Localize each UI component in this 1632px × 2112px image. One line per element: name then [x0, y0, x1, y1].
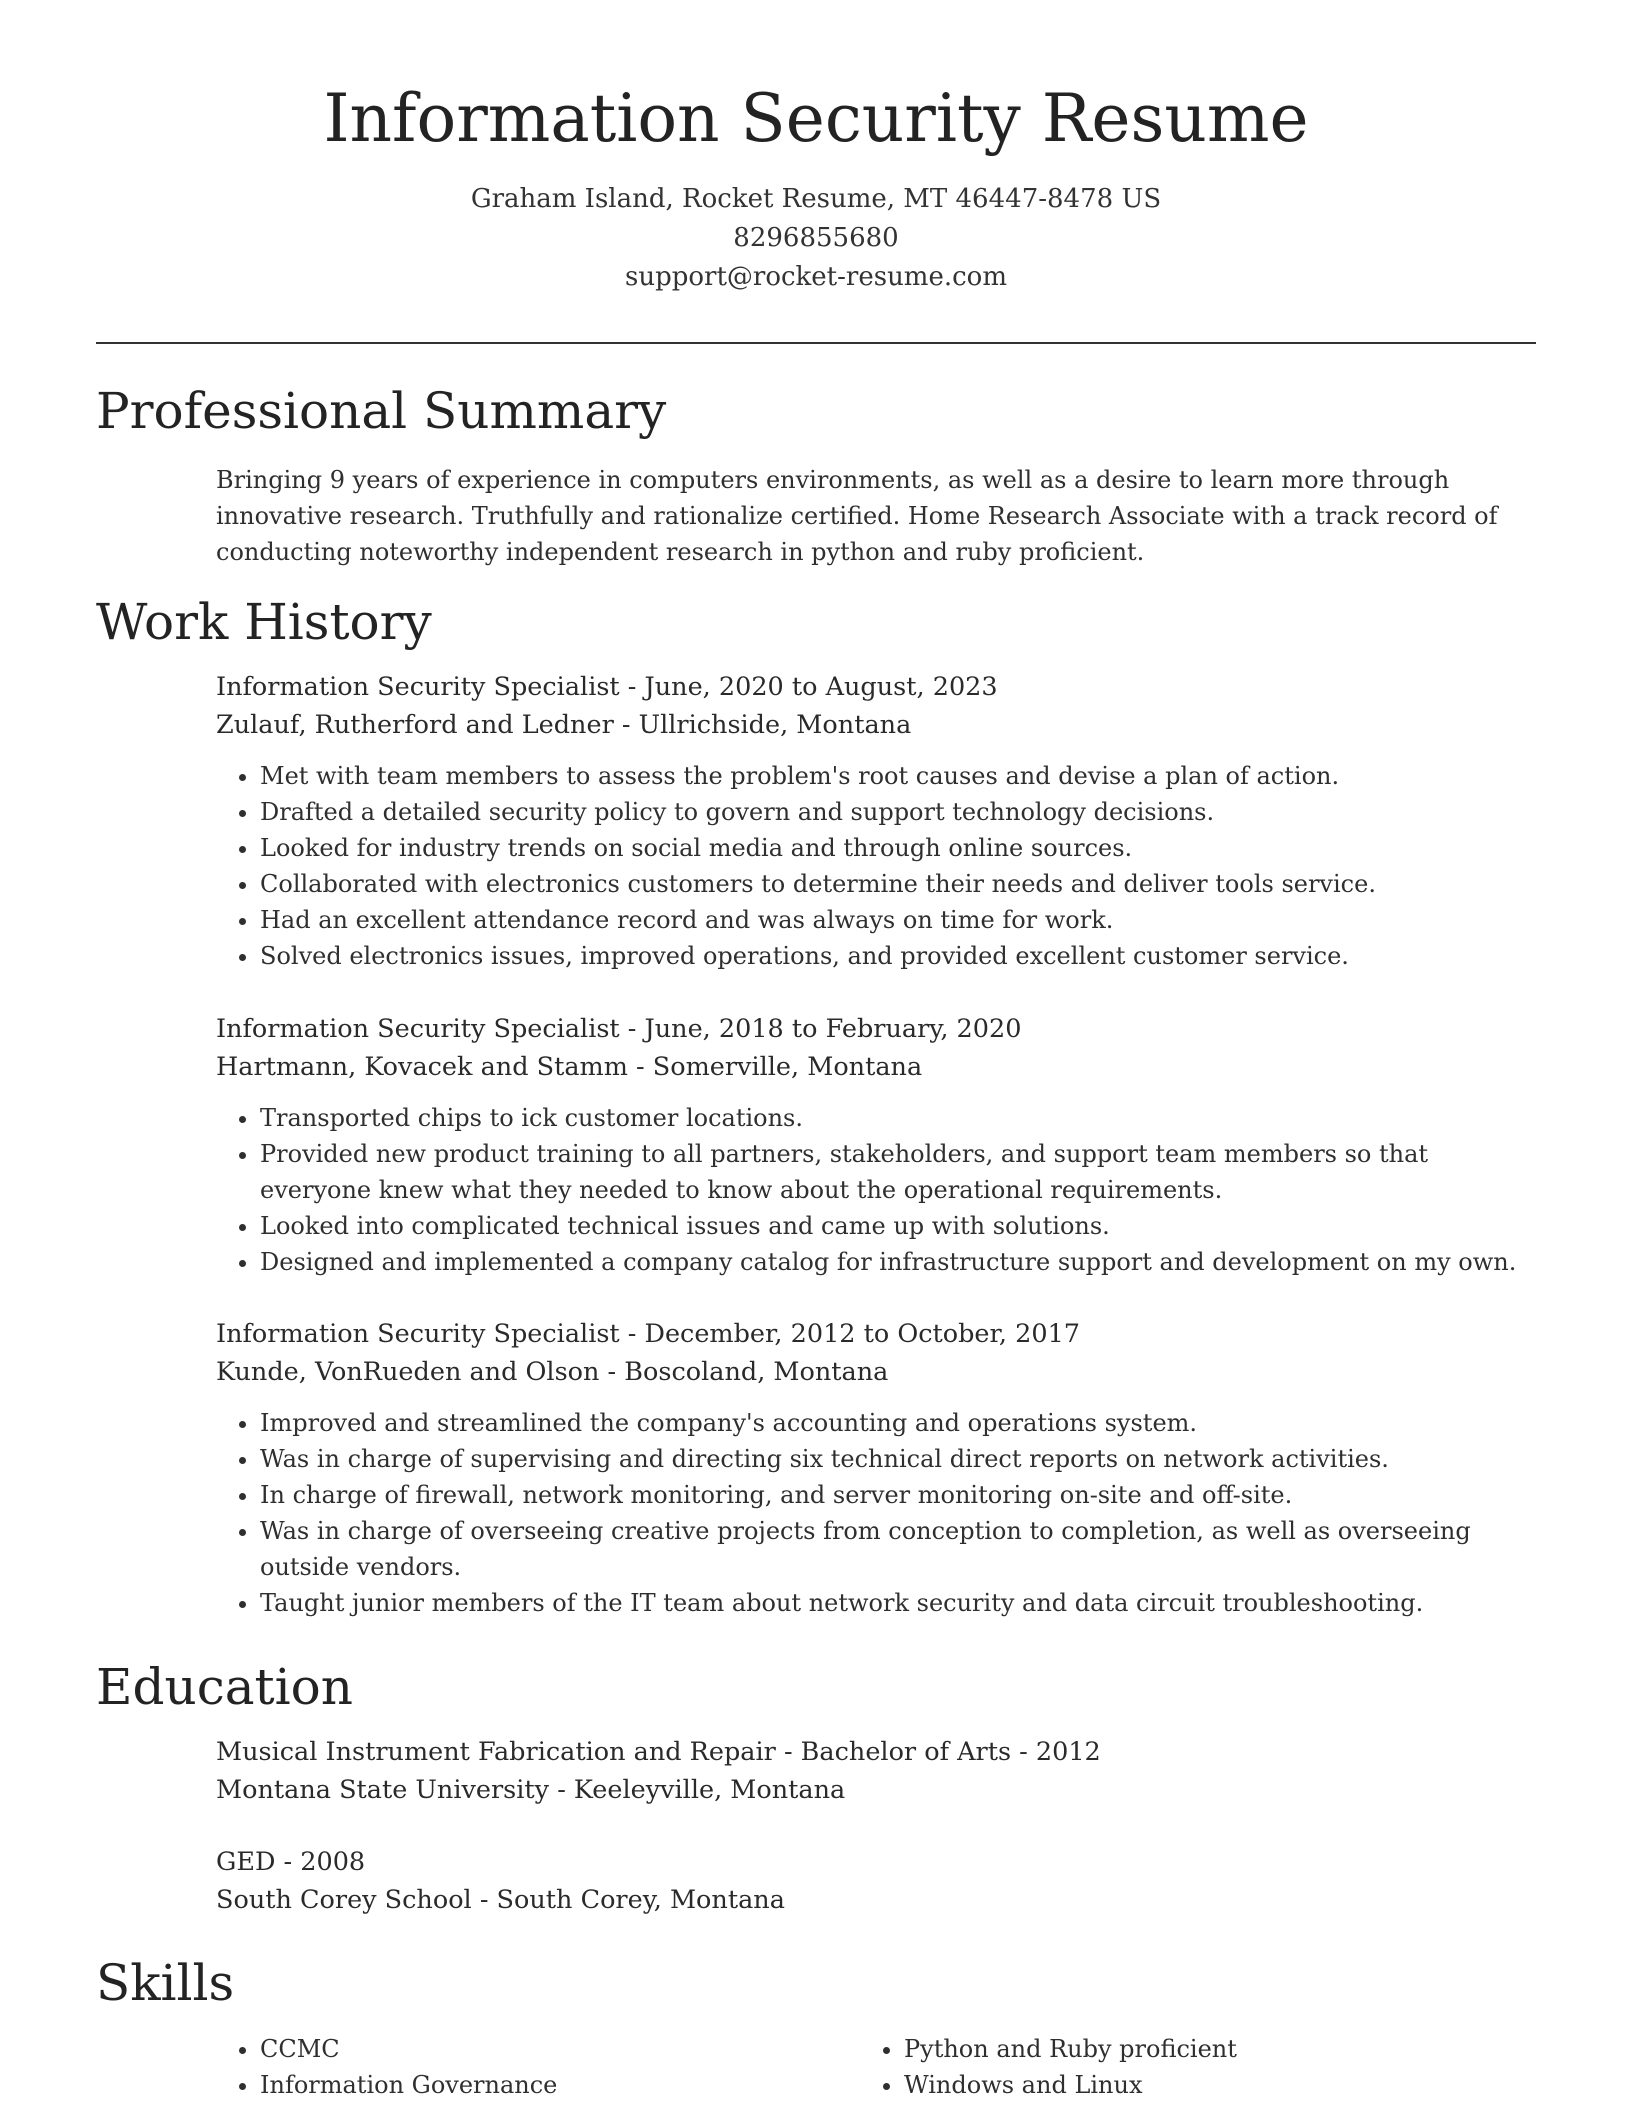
- job-bullet: • Drafted a detailed security policy to govern and support technology decisions.: [260, 794, 1536, 830]
- education-school-line: [216, 1771, 1536, 1809]
- contact-info: [0, 180, 1632, 297]
- job-entry: [216, 1315, 1536, 1621]
- education-degree: Musical Instrument Fabrication and Repair: [216, 1737, 776, 1767]
- job-entry: [216, 1010, 1536, 1280]
- job-title-line: [216, 1315, 1536, 1353]
- job-bullets: [216, 758, 1536, 974]
- education-entry: [216, 1733, 1536, 1809]
- job-bullet: • Looked into complicated technical issues and came up with solutions.: [260, 1208, 1536, 1244]
- job-title-line: [216, 668, 1536, 706]
- skill-item: • Information Governance: [260, 2067, 860, 2103]
- job-location: - Ullrichside, Montana: [613, 710, 912, 740]
- job-dates: - December, 2012 to October, 2017: [619, 1319, 1081, 1349]
- section-title-skills: Skills: [96, 1954, 235, 2012]
- job-bullet: • Designed and implemented a company catalog for infrastructure support and development on my own.: [260, 1244, 1536, 1280]
- job-company-line: [216, 1048, 1536, 1086]
- job-bullet: • Taught junior members of the IT team about network security and data circuit troubleshooting.: [260, 1585, 1536, 1621]
- job-title: Information Security Specialist: [216, 1319, 620, 1349]
- job-bullet: • Transported chips to ick customer locations.: [260, 1100, 1536, 1136]
- job-company-line: [216, 1353, 1536, 1391]
- contact-address: Graham Island, Rocket Resume, MT 46447-8478 US: [470, 184, 1162, 214]
- job-bullets: [216, 1405, 1536, 1621]
- job-title: Information Security Specialist: [216, 672, 620, 702]
- job-location: - Somerville, Montana: [627, 1052, 923, 1082]
- job-bullet: • Provided new product training to all partners, stakeholders, and support team members so that everyone knew what they needed to know about the operational requirements.: [260, 1136, 1536, 1208]
- education-degree: GED: [216, 1847, 276, 1877]
- skills-column-left: [216, 2031, 860, 2103]
- education-degree-line: [216, 1843, 1536, 1881]
- job-entry: [216, 668, 1536, 974]
- resume-name: Information Security Resume: [323, 80, 1309, 157]
- job-bullet: • Was in charge of overseeing creative projects from conception to completion, as well as overseeing outside vendors.: [260, 1513, 1536, 1585]
- education-detail: - 2008: [275, 1847, 366, 1877]
- section-title-summary: Professional Summary: [96, 382, 667, 440]
- job-bullet: • Had an excellent attendance record and was always on time for work.: [260, 902, 1536, 938]
- education-school-line: [216, 1881, 1536, 1919]
- job-bullet: • Was in charge of supervising and directing six technical direct reports on network activities.: [260, 1441, 1536, 1477]
- skills-list: [216, 2031, 1536, 2103]
- skills-column-right: [860, 2031, 1504, 2103]
- job-bullet: • Improved and streamlined the company's accounting and operations system.: [260, 1405, 1536, 1441]
- job-company: Zulauf, Rutherford and Ledner: [216, 710, 614, 740]
- header-divider: [96, 342, 1536, 344]
- job-location: - Boscoland, Montana: [599, 1357, 889, 1387]
- skill-item: • CCMC: [260, 2031, 860, 2067]
- education-location: - Keeleyville, Montana: [549, 1775, 846, 1805]
- job-dates: - June, 2018 to February, 2020: [619, 1014, 1022, 1044]
- job-title-line: [216, 1010, 1536, 1048]
- contact-email: support@rocket-resume.com: [624, 262, 1007, 292]
- job-bullet: • In charge of firewall, network monitoring, and server monitoring on-site and off-site.: [260, 1477, 1536, 1513]
- education-degree-line: [216, 1733, 1536, 1771]
- summary-text: Bringing 9 years of experience in computers environments, as well as a desire to learn more through innovative research. Truthfully and rationalize certified. Home Research Associate with a track record of conducting noteworthy independent research in python and ruby proficient.: [216, 466, 1498, 566]
- job-company-line: [216, 706, 1536, 744]
- job-bullet: • Collaborated with electronics customers to determine their needs and deliver tools service.: [260, 866, 1536, 902]
- job-company: Kunde, VonRueden and Olson: [216, 1357, 600, 1387]
- job-title: Information Security Specialist: [216, 1014, 620, 1044]
- education-school: South Corey School: [216, 1885, 472, 1915]
- job-bullet: • Solved electronics issues, improved operations, and provided excellent customer service.: [260, 938, 1536, 974]
- education-location: - South Corey, Montana: [471, 1885, 785, 1915]
- education-entry: [216, 1843, 1536, 1919]
- contact-phone: 8296855680: [733, 223, 899, 253]
- section-title-education: Education: [96, 1658, 353, 1716]
- job-bullet: • Met with team members to assess the problem's root causes and devise a plan of action.: [260, 758, 1536, 794]
- skill-item: • Python and Ruby proficient: [904, 2031, 1504, 2067]
- resume-header: [0, 0, 1632, 297]
- education-school: Montana State University: [216, 1775, 550, 1805]
- section-title-work-history: Work History: [96, 593, 432, 651]
- job-company: Hartmann, Kovacek and Stamm: [216, 1052, 628, 1082]
- job-bullets: [216, 1100, 1536, 1280]
- job-bullet: • Looked for industry trends on social media and through online sources.: [260, 830, 1536, 866]
- job-dates: - June, 2020 to August, 2023: [619, 672, 998, 702]
- education-detail: - Bachelor of Arts - 2012: [775, 1737, 1101, 1767]
- skill-item: • Windows and Linux: [904, 2067, 1504, 2103]
